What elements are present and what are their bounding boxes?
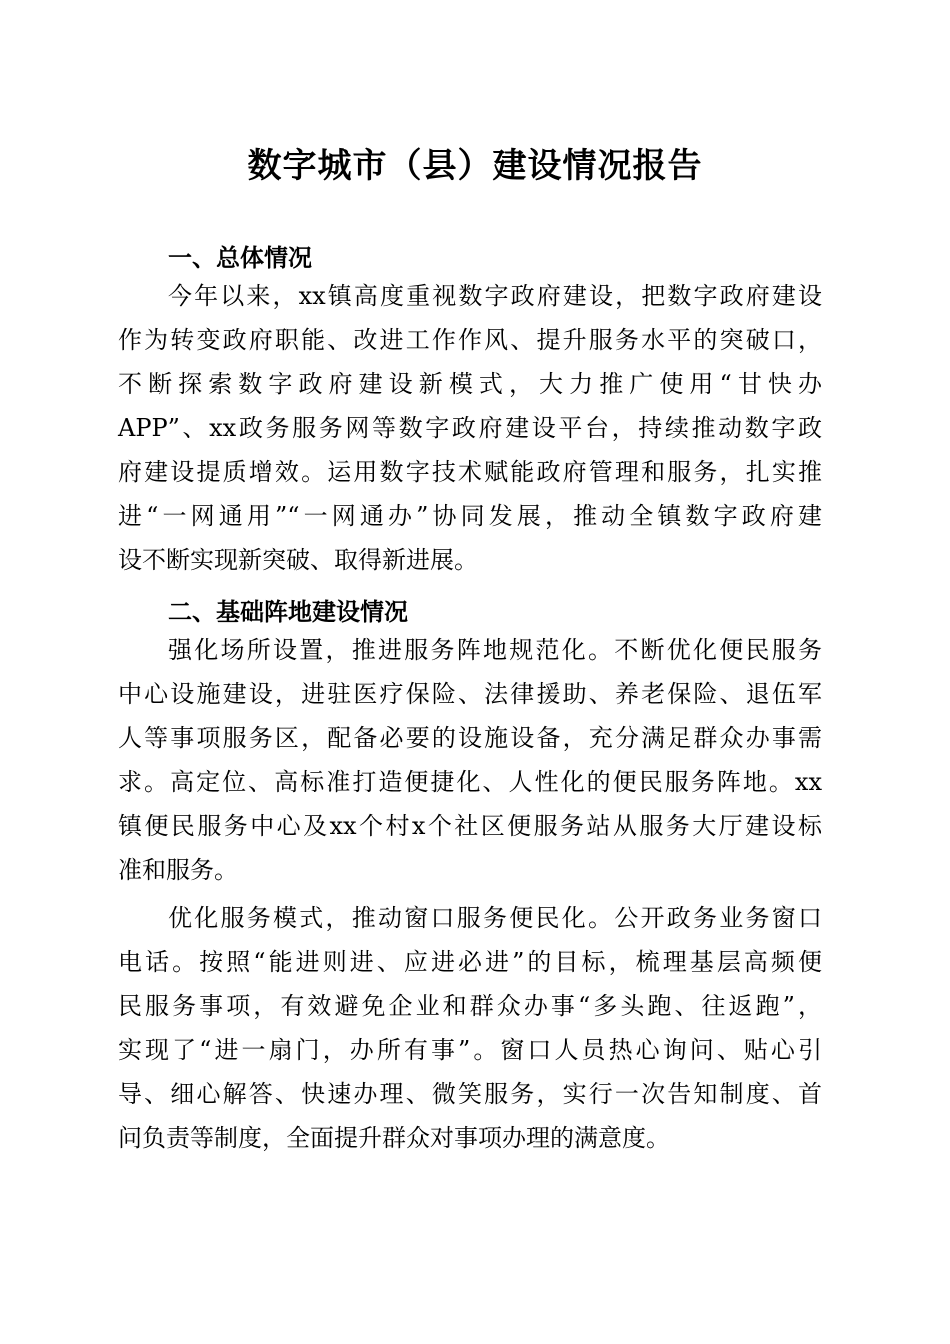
paragraph-line: 强化场所设置，推进服务阵地规范化。不断优化便民服务 [168,636,822,664]
paragraph-line: 镇便民服务中心及xx个村x个社区便服务站从服务大厅建设标 [118,812,822,840]
paragraph-line: 不断探索数字政府建设新模式，大力推广使用“甘快办 [118,370,822,398]
paragraph-line: 作为转变政府职能、改进工作作风、提升服务水平的突破口， [118,326,822,354]
section-heading: 一、总体情况 [168,243,312,272]
paragraph-line: 导、细心解答、快速办理、微笑服务，实行一次告知制度、首 [118,1080,822,1108]
paragraph-line: 人等事项服务区，配备必要的设施设备，充分满足群众办事需 [118,724,822,752]
paragraph-line: 中心设施建设，进驻医疗保险、法律援助、养老保险、退伍军 [118,680,822,708]
paragraph-line: 今年以来，xx镇高度重视数字政府建设，把数字政府建设 [168,282,822,310]
paragraph-line: 设不断实现新突破、取得新进展。 [118,546,478,574]
paragraph-line: 优化服务模式，推动窗口服务便民化。公开政务业务窗口 [168,904,822,932]
paragraph-line: 问负责等制度，全面提升群众对事项办理的满意度。 [118,1124,670,1152]
paragraph-line: 电话。按照“能进则进、应进必进”的目标，梳理基层高频便 [118,948,822,976]
section-heading: 二、基础阵地建设情况 [168,597,408,626]
paragraph-line: 民服务事项，有效避免企业和群众办事“多头跑、往返跑”， [118,992,822,1020]
paragraph-line: 进“一网通用”“一网通办”协同发展，推动全镇数字政府建 [118,502,822,530]
paragraph-line: 府建设提质增效。运用数字技术赋能政府管理和服务，扎实推 [118,458,822,486]
document-title: 数字城市（县）建设情况报告 [247,146,703,186]
paragraph-line: 实现了“进一扇门，办所有事”。窗口人员热心询问、贴心引 [118,1036,822,1064]
paragraph-line: APP”、xx政务服务网等数字政府建设平台，持续推动数字政 [118,414,822,442]
paragraph-line: 准和服务。 [118,856,238,884]
paragraph-line: 求。高定位、高标准打造便捷化、人性化的便民服务阵地。xx [118,768,822,796]
